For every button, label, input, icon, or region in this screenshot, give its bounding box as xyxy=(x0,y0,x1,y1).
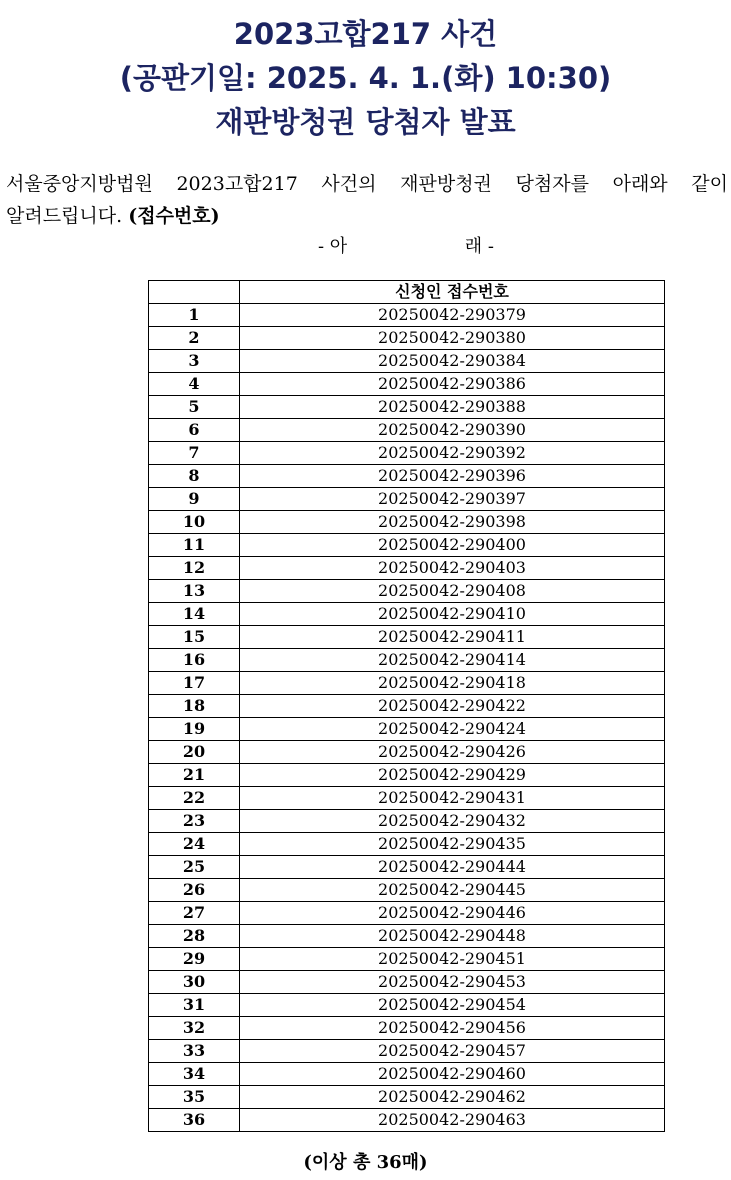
document-title xyxy=(0,12,731,144)
table-row xyxy=(149,511,665,534)
table-row xyxy=(149,327,665,350)
application-number: 20250042-290400 xyxy=(240,534,665,557)
application-number: 20250042-290451 xyxy=(240,948,665,971)
row-number: 9 xyxy=(149,488,240,511)
header-application-number: 신청인 접수번호 xyxy=(240,281,665,304)
table-row xyxy=(149,764,665,787)
intro-paragraph xyxy=(6,168,728,232)
row-number: 17 xyxy=(149,672,240,695)
intro-line-2-bold: (접수번호) xyxy=(128,205,220,227)
row-number: 30 xyxy=(149,971,240,994)
announcement-title: 재판방청권 당첨자 발표 xyxy=(215,105,516,139)
application-number: 20250042-290410 xyxy=(240,603,665,626)
application-number: 20250042-290444 xyxy=(240,856,665,879)
table-row xyxy=(149,626,665,649)
table-row xyxy=(149,557,665,580)
row-number: 34 xyxy=(149,1063,240,1086)
table-row xyxy=(149,603,665,626)
row-number: 5 xyxy=(149,396,240,419)
table-row xyxy=(149,419,665,442)
row-number: 2 xyxy=(149,327,240,350)
application-number: 20250042-290422 xyxy=(240,695,665,718)
application-number: 20250042-290390 xyxy=(240,419,665,442)
row-number: 11 xyxy=(149,534,240,557)
winners-table xyxy=(148,280,665,1132)
table-row xyxy=(149,971,665,994)
table-row xyxy=(149,534,665,557)
table-row xyxy=(149,695,665,718)
row-number: 12 xyxy=(149,557,240,580)
application-number: 20250042-290432 xyxy=(240,810,665,833)
row-number: 21 xyxy=(149,764,240,787)
application-number: 20250042-290463 xyxy=(240,1109,665,1132)
application-number: 20250042-290408 xyxy=(240,580,665,603)
table-row xyxy=(149,856,665,879)
application-number: 20250042-290403 xyxy=(240,557,665,580)
row-number: 1 xyxy=(149,304,240,327)
table-row xyxy=(149,442,665,465)
row-number: 31 xyxy=(149,994,240,1017)
table-row xyxy=(149,833,665,856)
application-number: 20250042-290418 xyxy=(240,672,665,695)
table-row xyxy=(149,304,665,327)
row-number: 36 xyxy=(149,1109,240,1132)
application-number: 20250042-290460 xyxy=(240,1063,665,1086)
row-number: 10 xyxy=(149,511,240,534)
row-number: 32 xyxy=(149,1017,240,1040)
table-row xyxy=(149,373,665,396)
case-title: 2023고합217 사건 xyxy=(233,17,498,51)
table-row xyxy=(149,1109,665,1132)
table-row xyxy=(149,718,665,741)
row-number: 33 xyxy=(149,1040,240,1063)
header-number xyxy=(149,281,240,304)
application-number: 20250042-290457 xyxy=(240,1040,665,1063)
application-number: 20250042-290435 xyxy=(240,833,665,856)
application-number: 20250042-290429 xyxy=(240,764,665,787)
row-number: 4 xyxy=(149,373,240,396)
row-number: 35 xyxy=(149,1086,240,1109)
table-row xyxy=(149,649,665,672)
table-row xyxy=(149,672,665,695)
application-number: 20250042-290380 xyxy=(240,327,665,350)
application-number: 20250042-290445 xyxy=(240,879,665,902)
table-row xyxy=(149,350,665,373)
table-row xyxy=(149,994,665,1017)
application-number: 20250042-290426 xyxy=(240,741,665,764)
row-number: 27 xyxy=(149,902,240,925)
section-marker-right: 래 - xyxy=(464,236,494,257)
application-number: 20250042-290454 xyxy=(240,994,665,1017)
row-number: 20 xyxy=(149,741,240,764)
row-number: 24 xyxy=(149,833,240,856)
table-body xyxy=(149,304,665,1132)
table-row xyxy=(149,396,665,419)
table-row xyxy=(149,465,665,488)
row-number: 29 xyxy=(149,948,240,971)
table-row xyxy=(149,1040,665,1063)
row-number: 18 xyxy=(149,695,240,718)
application-number: 20250042-290456 xyxy=(240,1017,665,1040)
row-number: 23 xyxy=(149,810,240,833)
application-number: 20250042-290424 xyxy=(240,718,665,741)
row-number: 8 xyxy=(149,465,240,488)
section-marker-left: - 아 xyxy=(318,236,348,257)
application-number: 20250042-290453 xyxy=(240,971,665,994)
table-row xyxy=(149,879,665,902)
row-number: 6 xyxy=(149,419,240,442)
table-header-row xyxy=(149,281,665,304)
application-number: 20250042-290384 xyxy=(240,350,665,373)
table-row xyxy=(149,902,665,925)
row-number: 28 xyxy=(149,925,240,948)
row-number: 15 xyxy=(149,626,240,649)
table-row xyxy=(149,1017,665,1040)
application-number: 20250042-290431 xyxy=(240,787,665,810)
total-count: (이상 총 36매) xyxy=(303,1152,428,1173)
table-row xyxy=(149,1063,665,1086)
row-number: 14 xyxy=(149,603,240,626)
application-number: 20250042-290414 xyxy=(240,649,665,672)
application-number: 20250042-290446 xyxy=(240,902,665,925)
application-number: 20250042-290448 xyxy=(240,925,665,948)
table-row xyxy=(149,488,665,511)
application-number: 20250042-290397 xyxy=(240,488,665,511)
application-number: 20250042-290388 xyxy=(240,396,665,419)
row-number: 22 xyxy=(149,787,240,810)
application-number: 20250042-290411 xyxy=(240,626,665,649)
table-row xyxy=(149,1086,665,1109)
section-marker xyxy=(318,233,494,261)
row-number: 7 xyxy=(149,442,240,465)
row-number: 3 xyxy=(149,350,240,373)
intro-line-2 xyxy=(6,200,728,232)
row-number: 25 xyxy=(149,856,240,879)
row-number: 26 xyxy=(149,879,240,902)
row-number: 16 xyxy=(149,649,240,672)
table-row xyxy=(149,925,665,948)
intro-line-1: 서울중앙지방법원 2023고합217 사건의 재판방청권 당첨자를 아래와 같이 xyxy=(6,173,728,195)
intro-line-2-text: 알려드립니다. xyxy=(6,205,123,227)
application-number: 20250042-290392 xyxy=(240,442,665,465)
application-number: 20250042-290398 xyxy=(240,511,665,534)
application-number: 20250042-290396 xyxy=(240,465,665,488)
table-row xyxy=(149,948,665,971)
table-row xyxy=(149,580,665,603)
hearing-date: (공판기일: 2025. 4. 1.(화) 10:30) xyxy=(119,61,612,95)
table-row xyxy=(149,787,665,810)
application-number: 20250042-290379 xyxy=(240,304,665,327)
application-number: 20250042-290462 xyxy=(240,1086,665,1109)
table-row xyxy=(149,741,665,764)
table-row xyxy=(149,810,665,833)
application-number: 20250042-290386 xyxy=(240,373,665,396)
row-number: 13 xyxy=(149,580,240,603)
row-number: 19 xyxy=(149,718,240,741)
